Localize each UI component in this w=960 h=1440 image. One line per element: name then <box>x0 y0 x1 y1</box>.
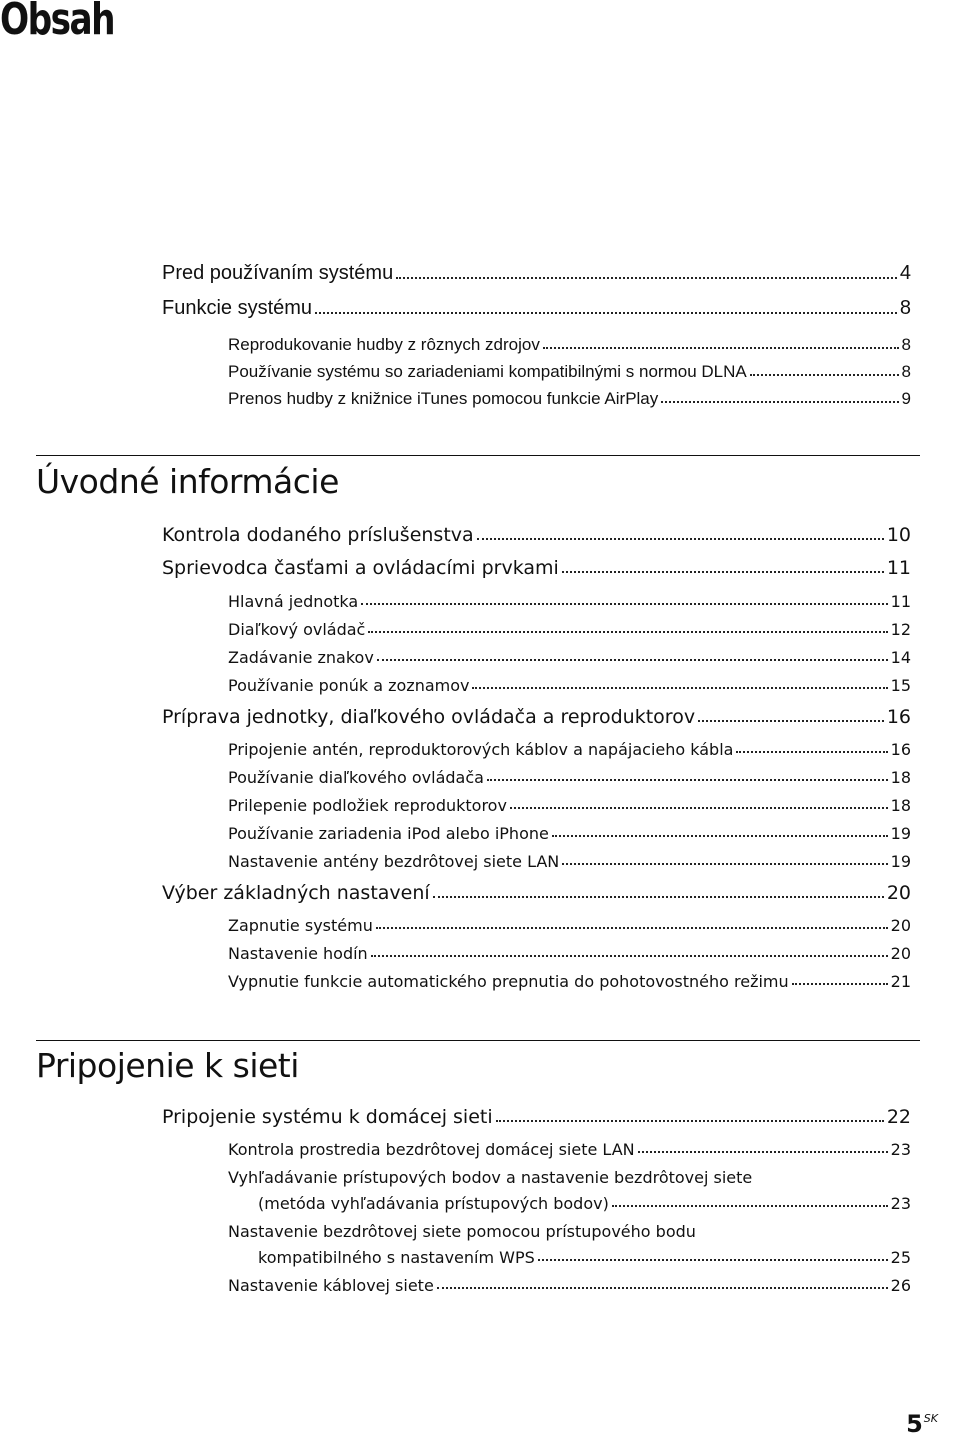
toc-entry-page: 20 <box>886 882 911 904</box>
toc-entry[interactable] <box>162 557 911 579</box>
toc-leader <box>750 374 899 376</box>
toc-entry-page: 4 <box>899 262 911 284</box>
toc-leader <box>698 720 884 722</box>
toc-leader <box>377 659 888 661</box>
toc-leader <box>792 983 888 985</box>
toc-entry-title: Vypnutie funkcie automatického prepnutia do pohotovostného režimu <box>228 972 789 991</box>
toc-leader <box>612 1205 888 1207</box>
toc-entry-page: 10 <box>886 524 911 546</box>
toc-entry-title: Pripojenie systému k domácej sieti <box>162 1106 493 1128</box>
toc-entry-page: 21 <box>890 972 911 991</box>
toc-entry[interactable] <box>258 1194 911 1213</box>
toc-entry[interactable] <box>228 676 911 695</box>
toc-leader <box>437 1287 888 1289</box>
toc-entry[interactable] <box>228 916 911 935</box>
toc-entry[interactable] <box>228 740 911 759</box>
toc-entry-page: 18 <box>890 768 911 787</box>
toc-entry[interactable] <box>228 796 911 815</box>
section-heading: Pripojenie k sieti <box>36 1046 299 1085</box>
toc-entry-page: 20 <box>890 916 911 935</box>
toc-entry-title: Hlavná jednotka <box>228 592 359 611</box>
toc-entry-title: Sprievodca časťami a ovládacími prvkami <box>162 557 559 579</box>
toc-leader <box>371 955 888 957</box>
toc-entry-title: Funkcie systému <box>162 297 313 319</box>
toc-entry[interactable] <box>228 362 911 382</box>
toc-leader <box>543 347 899 349</box>
toc-leader <box>472 687 887 689</box>
toc-leader <box>562 863 887 865</box>
toc-leader <box>376 927 888 929</box>
toc-leader <box>487 779 888 781</box>
page-title: Obsah <box>0 0 114 45</box>
section-divider <box>36 455 920 456</box>
toc-entry-title: Prenos hudby z knižnice iTunes pomocou funkcie AirPlay <box>228 389 659 408</box>
toc-entry-page: 8 <box>901 335 911 354</box>
toc-entry-page: 18 <box>890 796 911 815</box>
toc-entry-page: 16 <box>886 706 911 728</box>
toc-leader <box>315 312 897 314</box>
toc-entry-page: 8 <box>901 362 911 381</box>
toc-entry-title: Vyhľadávanie prístupových bodov a nastavenie bezdrôtovej siete <box>228 1168 753 1187</box>
toc-entry-page: 23 <box>890 1140 911 1159</box>
toc-entry[interactable] <box>162 1106 911 1128</box>
toc-entry-page: 11 <box>890 592 911 611</box>
section-divider <box>36 1040 920 1041</box>
toc-entry-page: 12 <box>890 620 911 639</box>
toc-leader <box>736 751 887 753</box>
toc-entry[interactable] <box>228 648 911 667</box>
toc-entry-page: 11 <box>886 557 911 579</box>
toc-entry[interactable] <box>162 297 911 320</box>
toc-leader <box>368 631 887 633</box>
toc-entry-title: Pred používaním systému <box>162 262 394 284</box>
toc-leader <box>552 835 888 837</box>
toc-entry[interactable] <box>228 335 911 355</box>
toc-entry-title: Používanie diaľkového ovládača <box>228 768 484 787</box>
section-heading: Úvodné informácie <box>36 462 339 501</box>
toc-entry[interactable] <box>162 524 911 546</box>
toc-leader <box>638 1151 888 1153</box>
toc-entry[interactable] <box>228 620 911 639</box>
toc-entry-page: 16 <box>890 740 911 759</box>
toc-entry[interactable] <box>228 389 911 409</box>
toc-entry[interactable] <box>228 768 911 787</box>
toc-leader <box>661 401 898 403</box>
toc-entry-page: 22 <box>886 1106 911 1128</box>
toc-leader <box>510 807 888 809</box>
toc-entry-title: kompatibilného s nastavením WPS <box>258 1248 535 1267</box>
toc-entry[interactable] <box>162 882 911 904</box>
page-number-value: 5 <box>906 1410 923 1438</box>
toc-entry-title: Reprodukovanie hudby z rôznych zdrojov <box>228 335 540 354</box>
toc-entry-title: Nastavenie hodín <box>228 944 368 963</box>
language-code: SK <box>923 1412 938 1425</box>
toc-entry-title: Zapnutie systému <box>228 916 373 935</box>
toc-entry[interactable] <box>228 592 911 611</box>
toc-entry-title: Používanie systému so zariadeniami kompatibilnými s normou DLNA <box>228 362 747 381</box>
toc-entry[interactable] <box>228 824 911 843</box>
toc-entry-title: Kontrola dodaného príslušenstva <box>162 524 474 546</box>
toc-entry[interactable] <box>162 706 911 728</box>
toc-entry-title: Prilepenie podložiek reproduktorov <box>228 796 507 815</box>
toc-entry-page: 19 <box>890 824 911 843</box>
toc-entry-title: Príprava jednotky, diaľkového ovládača a reproduktorov <box>162 706 696 728</box>
toc-entry-page: 20 <box>890 944 911 963</box>
toc-entry[interactable] <box>162 262 911 285</box>
toc-entry-title: Nastavenie bezdrôtovej siete pomocou prístupového bodu <box>228 1222 696 1241</box>
toc-entry[interactable] <box>258 1248 911 1267</box>
toc-entry-title: Diaľkový ovládač <box>228 620 366 639</box>
toc-entry-title: Zadávanie znakov <box>228 648 374 667</box>
toc-entry-title: (metóda vyhľadávania prístupových bodov) <box>258 1194 609 1213</box>
toc-entry-page: 23 <box>890 1194 911 1213</box>
toc-entry-title: Nastavenie antény bezdrôtovej siete LAN <box>228 852 560 871</box>
toc-entry-page: 15 <box>890 676 911 695</box>
toc-entry[interactable] <box>228 944 911 963</box>
page-number <box>906 1410 938 1438</box>
toc-entry-page: 19 <box>890 852 911 871</box>
toc-entry[interactable] <box>228 1276 911 1295</box>
toc-entry-title: Kontrola prostredia bezdrôtovej domácej siete LAN <box>228 1140 635 1159</box>
toc-entry-line1[interactable] <box>228 1168 752 1187</box>
toc-entry-page: 26 <box>890 1276 911 1295</box>
toc-leader <box>361 603 887 605</box>
toc-entry[interactable] <box>228 1140 911 1159</box>
toc-entry-page: 25 <box>890 1248 911 1267</box>
toc-entry[interactable] <box>228 972 911 991</box>
toc-entry-page: 8 <box>899 297 911 319</box>
toc-entry-page: 14 <box>890 648 911 667</box>
toc-leader <box>538 1259 888 1261</box>
toc-entry-title: Používanie ponúk a zoznamov <box>228 676 470 695</box>
toc-entry[interactable] <box>228 852 911 871</box>
toc-leader <box>562 571 884 573</box>
toc-entry-page: 9 <box>901 389 911 408</box>
toc-leader <box>477 538 884 540</box>
toc-entry-title: Výber základných nastavení <box>162 882 430 904</box>
toc-leader <box>433 896 884 898</box>
toc-entry-title: Používanie zariadenia iPod alebo iPhone <box>228 824 549 843</box>
toc-entry-line1[interactable] <box>228 1222 696 1241</box>
toc-leader <box>496 1120 884 1122</box>
toc-leader <box>396 277 897 279</box>
toc-entry-title: Pripojenie antén, reproduktorových káblov a napájacieho kábla <box>228 740 734 759</box>
toc-entry-title: Nastavenie káblovej siete <box>228 1276 434 1295</box>
